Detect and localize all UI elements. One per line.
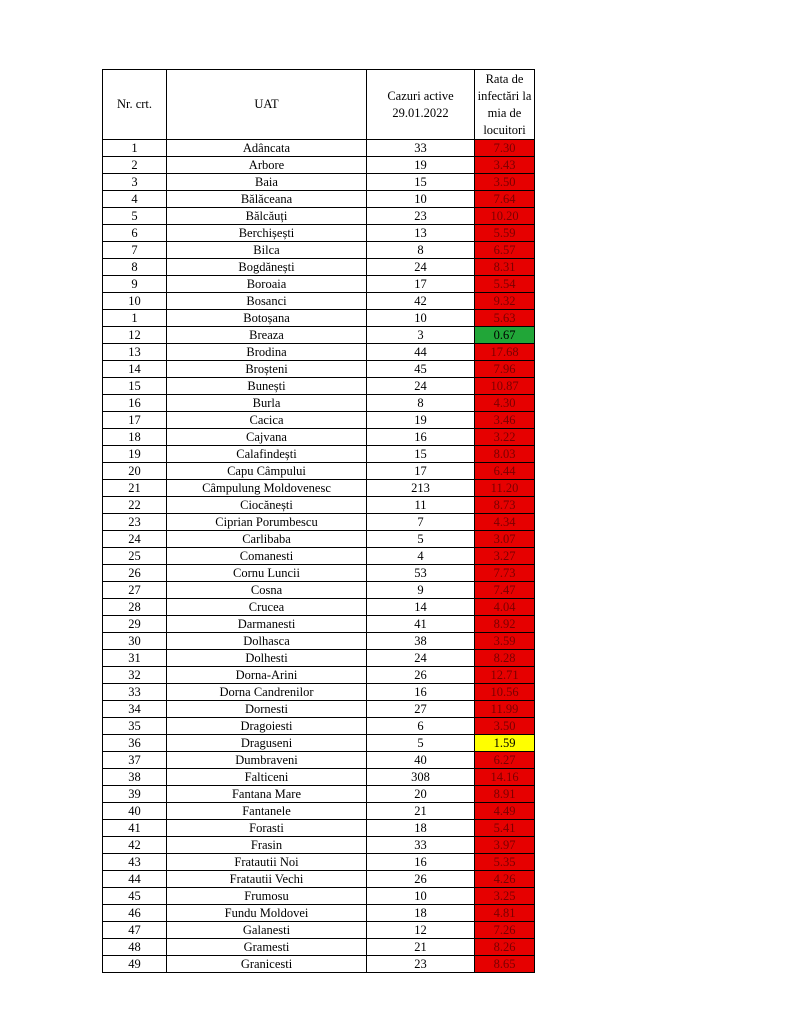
infection-rate-cell: 10.87 bbox=[475, 378, 535, 395]
infection-rate-cell: 4.34 bbox=[475, 514, 535, 531]
uat-name-cell: Gramesti bbox=[167, 939, 367, 956]
uat-name-cell: Baia bbox=[167, 174, 367, 191]
table-row bbox=[103, 684, 535, 701]
uat-name-cell: Frumosu bbox=[167, 888, 367, 905]
header-row bbox=[103, 70, 535, 140]
infection-rate-cell: 8.73 bbox=[475, 497, 535, 514]
active-cases-cell: 16 bbox=[367, 684, 475, 701]
uat-name-cell: Cacica bbox=[167, 412, 367, 429]
uat-name-cell: Dorna Candrenilor bbox=[167, 684, 367, 701]
row-number-cell: 5 bbox=[103, 208, 167, 225]
infection-rate-cell: 3.07 bbox=[475, 531, 535, 548]
row-number-cell: 20 bbox=[103, 463, 167, 480]
table-row bbox=[103, 310, 535, 327]
uat-name-cell: Câmpulung Moldovenesc bbox=[167, 480, 367, 497]
row-number-cell: 40 bbox=[103, 803, 167, 820]
infection-rate-cell: 4.26 bbox=[475, 871, 535, 888]
row-number-cell: 7 bbox=[103, 242, 167, 259]
uat-name-cell: Crucea bbox=[167, 599, 367, 616]
table-row bbox=[103, 140, 535, 157]
table-row bbox=[103, 429, 535, 446]
uat-name-cell: Cornu Luncii bbox=[167, 565, 367, 582]
infection-rate-cell: 8.31 bbox=[475, 259, 535, 276]
infection-rate-cell: 5.63 bbox=[475, 310, 535, 327]
row-number-cell: 49 bbox=[103, 956, 167, 973]
row-number-cell: 2 bbox=[103, 157, 167, 174]
active-cases-cell: 42 bbox=[367, 293, 475, 310]
infection-rate-cell: 8.03 bbox=[475, 446, 535, 463]
active-cases-cell: 24 bbox=[367, 259, 475, 276]
row-number-cell: 29 bbox=[103, 616, 167, 633]
active-cases-cell: 8 bbox=[367, 395, 475, 412]
active-cases-cell: 24 bbox=[367, 378, 475, 395]
active-cases-cell: 26 bbox=[367, 871, 475, 888]
table-row bbox=[103, 259, 535, 276]
infection-rate-cell: 3.43 bbox=[475, 157, 535, 174]
active-cases-cell: 4 bbox=[367, 548, 475, 565]
uat-name-cell: Forasti bbox=[167, 820, 367, 837]
active-cases-cell: 38 bbox=[367, 633, 475, 650]
row-number-cell: 6 bbox=[103, 225, 167, 242]
active-cases-cell: 41 bbox=[367, 616, 475, 633]
row-number-cell: 4 bbox=[103, 191, 167, 208]
infection-rate-cell: 7.96 bbox=[475, 361, 535, 378]
row-number-cell: 21 bbox=[103, 480, 167, 497]
infection-rate-cell: 4.49 bbox=[475, 803, 535, 820]
uat-name-cell: Breaza bbox=[167, 327, 367, 344]
active-cases-cell: 10 bbox=[367, 191, 475, 208]
row-number-cell: 43 bbox=[103, 854, 167, 871]
table-row bbox=[103, 837, 535, 854]
uat-name-cell: Falticeni bbox=[167, 769, 367, 786]
uat-name-cell: Dolhesti bbox=[167, 650, 367, 667]
table-row bbox=[103, 565, 535, 582]
infection-rate-cell: 8.26 bbox=[475, 939, 535, 956]
active-cases-cell: 40 bbox=[367, 752, 475, 769]
infection-rate-cell: 5.54 bbox=[475, 276, 535, 293]
table-row bbox=[103, 888, 535, 905]
infection-rate-cell: 3.46 bbox=[475, 412, 535, 429]
row-number-cell: 23 bbox=[103, 514, 167, 531]
infection-rate-cell: 3.27 bbox=[475, 548, 535, 565]
header-uat: UAT bbox=[167, 70, 367, 140]
active-cases-cell: 21 bbox=[367, 803, 475, 820]
row-number-cell: 25 bbox=[103, 548, 167, 565]
row-number-cell: 9 bbox=[103, 276, 167, 293]
uat-name-cell: Cosna bbox=[167, 582, 367, 599]
active-cases-cell: 20 bbox=[367, 786, 475, 803]
infection-rate-cell: 6.27 bbox=[475, 752, 535, 769]
row-number-cell: 3 bbox=[103, 174, 167, 191]
infection-rate-cell: 8.65 bbox=[475, 956, 535, 973]
infection-rate-cell: 10.20 bbox=[475, 208, 535, 225]
row-number-cell: 12 bbox=[103, 327, 167, 344]
uat-name-cell: Burla bbox=[167, 395, 367, 412]
row-number-cell: 44 bbox=[103, 871, 167, 888]
table-row bbox=[103, 922, 535, 939]
table-row bbox=[103, 769, 535, 786]
uat-name-cell: Ciocănești bbox=[167, 497, 367, 514]
infection-rate-cell: 3.97 bbox=[475, 837, 535, 854]
active-cases-cell: 3 bbox=[367, 327, 475, 344]
active-cases-cell: 5 bbox=[367, 735, 475, 752]
table-row bbox=[103, 531, 535, 548]
uat-name-cell: Arbore bbox=[167, 157, 367, 174]
uat-name-cell: Dornesti bbox=[167, 701, 367, 718]
row-number-cell: 26 bbox=[103, 565, 167, 582]
row-number-cell: 15 bbox=[103, 378, 167, 395]
row-number-cell: 1 bbox=[103, 310, 167, 327]
row-number-cell: 42 bbox=[103, 837, 167, 854]
active-cases-cell: 213 bbox=[367, 480, 475, 497]
table-row bbox=[103, 820, 535, 837]
row-number-cell: 28 bbox=[103, 599, 167, 616]
uat-name-cell: Fantanele bbox=[167, 803, 367, 820]
row-number-cell: 34 bbox=[103, 701, 167, 718]
header-rate: Rata de infectări la mia de locuitori bbox=[475, 70, 535, 140]
infection-rate-cell: 12.71 bbox=[475, 667, 535, 684]
active-cases-cell: 15 bbox=[367, 174, 475, 191]
uat-name-cell: Bunești bbox=[167, 378, 367, 395]
infection-rate-cell: 9.32 bbox=[475, 293, 535, 310]
infection-rate-cell: 7.26 bbox=[475, 922, 535, 939]
row-number-cell: 1 bbox=[103, 140, 167, 157]
active-cases-cell: 19 bbox=[367, 157, 475, 174]
table-row bbox=[103, 939, 535, 956]
row-number-cell: 30 bbox=[103, 633, 167, 650]
uat-name-cell: Bosanci bbox=[167, 293, 367, 310]
active-cases-cell: 27 bbox=[367, 701, 475, 718]
uat-name-cell: Fratautii Vechi bbox=[167, 871, 367, 888]
row-number-cell: 35 bbox=[103, 718, 167, 735]
active-cases-cell: 8 bbox=[367, 242, 475, 259]
infection-rate-cell: 8.91 bbox=[475, 786, 535, 803]
uat-name-cell: Bilca bbox=[167, 242, 367, 259]
uat-name-cell: Bălăceana bbox=[167, 191, 367, 208]
uat-name-cell: Frasin bbox=[167, 837, 367, 854]
row-number-cell: 24 bbox=[103, 531, 167, 548]
row-number-cell: 36 bbox=[103, 735, 167, 752]
active-cases-cell: 11 bbox=[367, 497, 475, 514]
active-cases-cell: 16 bbox=[367, 854, 475, 871]
row-number-cell: 13 bbox=[103, 344, 167, 361]
infection-rate-cell: 6.44 bbox=[475, 463, 535, 480]
table-row bbox=[103, 786, 535, 803]
header-nr: Nr. crt. bbox=[103, 70, 167, 140]
row-number-cell: 33 bbox=[103, 684, 167, 701]
table-row bbox=[103, 735, 535, 752]
row-number-cell: 22 bbox=[103, 497, 167, 514]
table-row bbox=[103, 242, 535, 259]
active-cases-cell: 26 bbox=[367, 667, 475, 684]
table-row bbox=[103, 633, 535, 650]
table-row bbox=[103, 446, 535, 463]
row-number-cell: 14 bbox=[103, 361, 167, 378]
uat-name-cell: Dolhasca bbox=[167, 633, 367, 650]
uat-name-cell: Calafindești bbox=[167, 446, 367, 463]
uat-name-cell: Ciprian Porumbescu bbox=[167, 514, 367, 531]
table-row bbox=[103, 582, 535, 599]
table-row bbox=[103, 616, 535, 633]
infection-rate-cell: 3.59 bbox=[475, 633, 535, 650]
table-row bbox=[103, 395, 535, 412]
infection-rate-cell: 0.67 bbox=[475, 327, 535, 344]
active-cases-cell: 13 bbox=[367, 225, 475, 242]
row-number-cell: 48 bbox=[103, 939, 167, 956]
row-number-cell: 27 bbox=[103, 582, 167, 599]
uat-name-cell: Cajvana bbox=[167, 429, 367, 446]
uat-name-cell: Bogdănești bbox=[167, 259, 367, 276]
uat-name-cell: Botoșana bbox=[167, 310, 367, 327]
active-cases-cell: 44 bbox=[367, 344, 475, 361]
uat-name-cell: Fratautii Noi bbox=[167, 854, 367, 871]
infection-rate-cell: 6.57 bbox=[475, 242, 535, 259]
infection-rate-cell: 10.56 bbox=[475, 684, 535, 701]
infection-rate-cell: 4.81 bbox=[475, 905, 535, 922]
row-number-cell: 19 bbox=[103, 446, 167, 463]
table-row bbox=[103, 293, 535, 310]
infection-rate-cell: 11.20 bbox=[475, 480, 535, 497]
active-cases-cell: 24 bbox=[367, 650, 475, 667]
table-header bbox=[103, 70, 535, 140]
active-cases-cell: 45 bbox=[367, 361, 475, 378]
uat-name-cell: Comanesti bbox=[167, 548, 367, 565]
row-number-cell: 16 bbox=[103, 395, 167, 412]
infection-rate-cell: 3.22 bbox=[475, 429, 535, 446]
uat-name-cell: Carlibaba bbox=[167, 531, 367, 548]
active-cases-cell: 17 bbox=[367, 463, 475, 480]
uat-name-cell: Fundu Moldovei bbox=[167, 905, 367, 922]
infection-rate-cell: 14.16 bbox=[475, 769, 535, 786]
table-row bbox=[103, 174, 535, 191]
active-cases-cell: 23 bbox=[367, 208, 475, 225]
infection-rate-cell: 4.04 bbox=[475, 599, 535, 616]
row-number-cell: 47 bbox=[103, 922, 167, 939]
active-cases-cell: 17 bbox=[367, 276, 475, 293]
infection-rate-cell: 3.25 bbox=[475, 888, 535, 905]
infection-rate-cell: 17.68 bbox=[475, 344, 535, 361]
table-row bbox=[103, 497, 535, 514]
active-cases-cell: 21 bbox=[367, 939, 475, 956]
table-row bbox=[103, 650, 535, 667]
row-number-cell: 38 bbox=[103, 769, 167, 786]
row-number-cell: 37 bbox=[103, 752, 167, 769]
active-cases-cell: 53 bbox=[367, 565, 475, 582]
infection-rate-cell: 5.35 bbox=[475, 854, 535, 871]
infection-rate-cell: 11.99 bbox=[475, 701, 535, 718]
row-number-cell: 45 bbox=[103, 888, 167, 905]
uat-name-cell: Dragoiesti bbox=[167, 718, 367, 735]
active-cases-cell: 14 bbox=[367, 599, 475, 616]
table-row bbox=[103, 718, 535, 735]
active-cases-cell: 7 bbox=[367, 514, 475, 531]
active-cases-cell: 10 bbox=[367, 888, 475, 905]
infection-rate-cell: 7.64 bbox=[475, 191, 535, 208]
row-number-cell: 8 bbox=[103, 259, 167, 276]
row-number-cell: 31 bbox=[103, 650, 167, 667]
uat-name-cell: Adâncata bbox=[167, 140, 367, 157]
table-row bbox=[103, 752, 535, 769]
table-body bbox=[103, 140, 535, 973]
header-cases: Cazuri active 29.01.2022 bbox=[367, 70, 475, 140]
active-cases-cell: 33 bbox=[367, 837, 475, 854]
infection-rate-cell: 3.50 bbox=[475, 174, 535, 191]
table-row bbox=[103, 701, 535, 718]
active-cases-cell: 33 bbox=[367, 140, 475, 157]
active-cases-cell: 5 bbox=[367, 531, 475, 548]
row-number-cell: 39 bbox=[103, 786, 167, 803]
infection-rate-cell: 5.41 bbox=[475, 820, 535, 837]
active-cases-cell: 10 bbox=[367, 310, 475, 327]
infection-rate-cell: 7.30 bbox=[475, 140, 535, 157]
table-row bbox=[103, 191, 535, 208]
uat-name-cell: Dumbraveni bbox=[167, 752, 367, 769]
row-number-cell: 18 bbox=[103, 429, 167, 446]
table-row bbox=[103, 871, 535, 888]
infection-rate-cell: 7.73 bbox=[475, 565, 535, 582]
active-cases-cell: 18 bbox=[367, 905, 475, 922]
table-row bbox=[103, 956, 535, 973]
uat-name-cell: Boroaia bbox=[167, 276, 367, 293]
active-cases-cell: 9 bbox=[367, 582, 475, 599]
active-cases-cell: 23 bbox=[367, 956, 475, 973]
table-row bbox=[103, 378, 535, 395]
uat-name-cell: Bălcăuți bbox=[167, 208, 367, 225]
uat-name-cell: Granicesti bbox=[167, 956, 367, 973]
uat-name-cell: Draguseni bbox=[167, 735, 367, 752]
row-number-cell: 17 bbox=[103, 412, 167, 429]
uat-name-cell: Fantana Mare bbox=[167, 786, 367, 803]
table-row bbox=[103, 225, 535, 242]
active-cases-cell: 16 bbox=[367, 429, 475, 446]
table-row bbox=[103, 599, 535, 616]
active-cases-cell: 19 bbox=[367, 412, 475, 429]
row-number-cell: 41 bbox=[103, 820, 167, 837]
table-row bbox=[103, 276, 535, 293]
uat-name-cell: Berchișești bbox=[167, 225, 367, 242]
cases-table bbox=[102, 69, 535, 973]
active-cases-cell: 18 bbox=[367, 820, 475, 837]
table-row bbox=[103, 208, 535, 225]
infection-rate-cell: 8.28 bbox=[475, 650, 535, 667]
row-number-cell: 10 bbox=[103, 293, 167, 310]
active-cases-cell: 15 bbox=[367, 446, 475, 463]
row-number-cell: 46 bbox=[103, 905, 167, 922]
infection-rate-cell: 5.59 bbox=[475, 225, 535, 242]
table-row bbox=[103, 344, 535, 361]
table-row bbox=[103, 905, 535, 922]
uat-name-cell: Capu Câmpului bbox=[167, 463, 367, 480]
infection-rate-cell: 3.50 bbox=[475, 718, 535, 735]
table-row bbox=[103, 854, 535, 871]
uat-name-cell: Darmanesti bbox=[167, 616, 367, 633]
infection-rate-cell: 4.30 bbox=[475, 395, 535, 412]
infection-rate-cell: 1.59 bbox=[475, 735, 535, 752]
uat-name-cell: Galanesti bbox=[167, 922, 367, 939]
uat-name-cell: Broșteni bbox=[167, 361, 367, 378]
infection-rate-cell: 7.47 bbox=[475, 582, 535, 599]
table-row bbox=[103, 412, 535, 429]
active-cases-cell: 12 bbox=[367, 922, 475, 939]
table-row bbox=[103, 803, 535, 820]
table-row bbox=[103, 514, 535, 531]
table-row bbox=[103, 157, 535, 174]
active-cases-cell: 308 bbox=[367, 769, 475, 786]
infection-rate-cell: 8.92 bbox=[475, 616, 535, 633]
uat-name-cell: Brodina bbox=[167, 344, 367, 361]
row-number-cell: 32 bbox=[103, 667, 167, 684]
table-row bbox=[103, 548, 535, 565]
table-row bbox=[103, 667, 535, 684]
uat-name-cell: Dorna-Arini bbox=[167, 667, 367, 684]
table-row bbox=[103, 480, 535, 497]
table-row bbox=[103, 463, 535, 480]
active-cases-cell: 6 bbox=[367, 718, 475, 735]
table-row bbox=[103, 361, 535, 378]
table-row bbox=[103, 327, 535, 344]
